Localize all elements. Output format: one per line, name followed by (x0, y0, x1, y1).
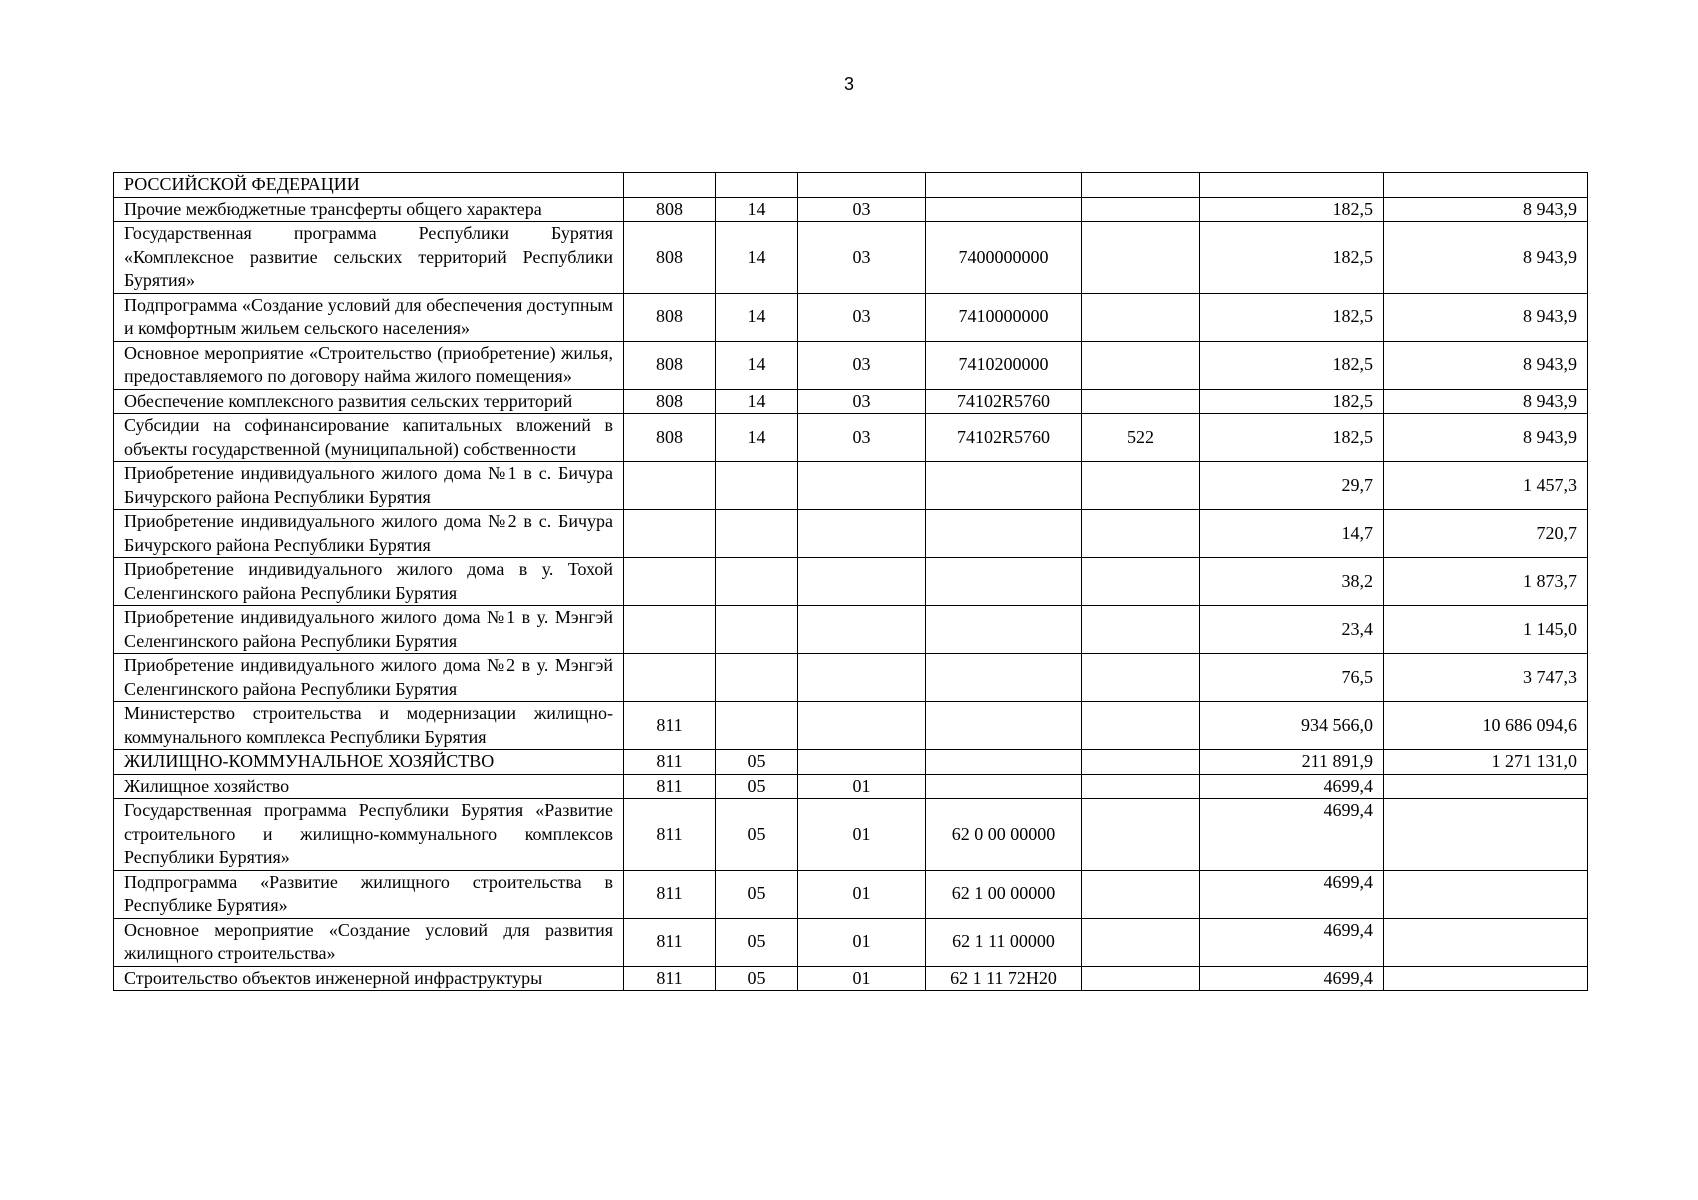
row-csr (926, 606, 1082, 654)
page-number: 3 (843, 74, 854, 94)
table-row (114, 702, 1588, 750)
table-row (114, 750, 1588, 775)
row-csr (926, 750, 1082, 775)
row-vr (1082, 966, 1200, 991)
row-sum2: 8 943,9 (1384, 389, 1588, 414)
row-ved: 811 (624, 750, 716, 775)
row-sum1: 29,7 (1200, 462, 1384, 510)
row-pr: 03 (798, 341, 926, 389)
row-name: Строительство объектов инженерной инфраструктуры (114, 966, 624, 991)
row-sum2: 8 943,9 (1384, 414, 1588, 462)
row-sum1: 4699,4 (1200, 918, 1384, 966)
row-ved (624, 654, 716, 702)
table-row (114, 510, 1588, 558)
row-csr: 74102R5760 (926, 414, 1082, 462)
row-sum1: 4699,4 (1200, 799, 1384, 871)
row-pr: 03 (798, 389, 926, 414)
table-row (114, 606, 1588, 654)
row-sum1: 182,5 (1200, 389, 1384, 414)
row-vr (1082, 462, 1200, 510)
row-vr (1082, 606, 1200, 654)
row-rz (716, 654, 798, 702)
row-ved: 811 (624, 966, 716, 991)
row-ved (624, 462, 716, 510)
row-vr (1082, 197, 1200, 222)
row-csr (926, 173, 1082, 198)
row-vr (1082, 799, 1200, 871)
row-name: Приобретение индивидуального жилого дома в у. Тохой Селенгинского района Республики Бурятия (114, 558, 624, 606)
row-csr (926, 702, 1082, 750)
row-sum1: 182,5 (1200, 197, 1384, 222)
row-csr (926, 558, 1082, 606)
row-pr (798, 173, 926, 198)
row-ved: 811 (624, 799, 716, 871)
row-vr (1082, 654, 1200, 702)
table-row (114, 870, 1588, 918)
row-csr: 62 1 00 00000 (926, 870, 1082, 918)
row-name: Государственная программа Республики Бурятия «Развитие строительного и жилищно-коммунального комплексов Республики Бурятия» (114, 799, 624, 871)
row-ved: 811 (624, 870, 716, 918)
row-name: Обеспечение комплексного развития сельских территорий (114, 389, 624, 414)
row-sum2: 1 271 131,0 (1384, 750, 1588, 775)
row-sum1: 4699,4 (1200, 774, 1384, 799)
row-pr (798, 702, 926, 750)
row-pr (798, 462, 926, 510)
row-name: Приобретение индивидуального жилого дома №2 в с. Бичура Бичурского района Республики Бурятия (114, 510, 624, 558)
row-vr (1082, 222, 1200, 294)
row-sum2 (1384, 918, 1588, 966)
row-ved: 808 (624, 414, 716, 462)
row-name: Субсидии на софинансирование капитальных вложений в объекты государственной (муниципальной) собственности (114, 414, 624, 462)
row-sum2: 8 943,9 (1384, 197, 1588, 222)
row-rz (716, 462, 798, 510)
row-name: Основное мероприятие «Строительство (приобретение) жилья, предоставляемого по договору найма жилого помещения» (114, 341, 624, 389)
row-sum2: 10 686 094,6 (1384, 702, 1588, 750)
row-vr (1082, 702, 1200, 750)
row-rz: 05 (716, 774, 798, 799)
row-sum2 (1384, 799, 1588, 871)
row-sum1: 4699,4 (1200, 870, 1384, 918)
row-vr (1082, 173, 1200, 198)
row-csr (926, 774, 1082, 799)
table-row (114, 222, 1588, 294)
row-sum1: 182,5 (1200, 222, 1384, 294)
row-pr: 03 (798, 197, 926, 222)
row-sum1: 76,5 (1200, 654, 1384, 702)
row-sum2: 1 873,7 (1384, 558, 1588, 606)
row-pr (798, 510, 926, 558)
row-vr (1082, 870, 1200, 918)
row-vr (1082, 293, 1200, 341)
row-ved: 811 (624, 702, 716, 750)
row-ved (624, 558, 716, 606)
table-row (114, 414, 1588, 462)
row-pr: 01 (798, 774, 926, 799)
row-sum2: 8 943,9 (1384, 222, 1588, 294)
row-csr (926, 462, 1082, 510)
row-sum2 (1384, 173, 1588, 198)
row-vr (1082, 510, 1200, 558)
table-row (114, 966, 1588, 991)
row-rz (716, 173, 798, 198)
table-row (114, 918, 1588, 966)
row-csr: 62 1 11 00000 (926, 918, 1082, 966)
row-pr: 01 (798, 966, 926, 991)
row-name: Подпрограмма «Развитие жилищного строительства в Республике Бурятия» (114, 870, 624, 918)
row-name: Приобретение индивидуального жилого дома №2 в у. Мэнгэй Селенгинского района Республики Бурятия (114, 654, 624, 702)
row-rz: 05 (716, 870, 798, 918)
row-sum1: 4699,4 (1200, 966, 1384, 991)
row-pr: 01 (798, 918, 926, 966)
row-sum2: 8 943,9 (1384, 293, 1588, 341)
row-pr (798, 558, 926, 606)
row-sum2: 8 943,9 (1384, 341, 1588, 389)
row-vr (1082, 341, 1200, 389)
table-row (114, 654, 1588, 702)
row-sum1: 211 891,9 (1200, 750, 1384, 775)
row-rz: 05 (716, 966, 798, 991)
row-vr (1082, 918, 1200, 966)
row-pr: 03 (798, 222, 926, 294)
row-ved: 808 (624, 389, 716, 414)
row-sum2: 720,7 (1384, 510, 1588, 558)
row-ved: 808 (624, 341, 716, 389)
row-rz (716, 702, 798, 750)
row-csr: 62 1 11 72Н20 (926, 966, 1082, 991)
table-row (114, 462, 1588, 510)
row-name: Министерство строительства и модернизации жилищно-коммунального комплекса Республики Бурятия (114, 702, 624, 750)
row-name: Государственная программа Республики Бурятия «Комплексное развитие сельских территорий Республики Бурятия» (114, 222, 624, 294)
row-csr: 74102R5760 (926, 389, 1082, 414)
row-csr: 62 0 00 00000 (926, 799, 1082, 871)
row-rz: 05 (716, 918, 798, 966)
row-sum1: 14,7 (1200, 510, 1384, 558)
table-row (114, 293, 1588, 341)
row-sum2: 1 457,3 (1384, 462, 1588, 510)
row-rz: 14 (716, 293, 798, 341)
row-rz: 14 (716, 389, 798, 414)
row-name: Приобретение индивидуального жилого дома №1 в с. Бичура Бичурского района Республики Бурятия (114, 462, 624, 510)
row-ved: 808 (624, 197, 716, 222)
table-row (114, 197, 1588, 222)
row-name: Жилищное хозяйство (114, 774, 624, 799)
row-sum2: 1 145,0 (1384, 606, 1588, 654)
table-row (114, 341, 1588, 389)
row-pr (798, 750, 926, 775)
row-rz: 05 (716, 750, 798, 775)
row-name: Подпрограмма «Создание условий для обеспечения доступным и комфортным жильем сельского населения» (114, 293, 624, 341)
row-ved (624, 510, 716, 558)
row-rz: 14 (716, 341, 798, 389)
row-ved: 811 (624, 774, 716, 799)
budget-table-body (114, 173, 1588, 991)
row-rz (716, 558, 798, 606)
row-pr (798, 606, 926, 654)
row-sum2 (1384, 870, 1588, 918)
row-vr: 522 (1082, 414, 1200, 462)
row-vr (1082, 774, 1200, 799)
table-row (114, 173, 1588, 198)
row-sum2 (1384, 966, 1588, 991)
row-sum1: 23,4 (1200, 606, 1384, 654)
row-rz (716, 606, 798, 654)
budget-table (113, 172, 1588, 991)
row-ved: 808 (624, 222, 716, 294)
row-pr (798, 654, 926, 702)
row-sum1: 934 566,0 (1200, 702, 1384, 750)
row-ved: 811 (624, 918, 716, 966)
row-pr: 03 (798, 414, 926, 462)
row-name: Приобретение индивидуального жилого дома №1 в у. Мэнгэй Селенгинского района Республики Бурятия (114, 606, 624, 654)
table-row (114, 774, 1588, 799)
row-name: РОССИЙСКОЙ ФЕДЕРАЦИИ (114, 173, 624, 198)
row-csr (926, 197, 1082, 222)
row-pr: 01 (798, 870, 926, 918)
row-csr (926, 654, 1082, 702)
row-name: Прочие межбюджетные трансферты общего характера (114, 197, 624, 222)
row-sum2 (1384, 774, 1588, 799)
row-vr (1082, 558, 1200, 606)
row-sum1: 182,5 (1200, 414, 1384, 462)
row-sum1 (1200, 173, 1384, 198)
row-csr: 7410200000 (926, 341, 1082, 389)
row-sum2: 3 747,3 (1384, 654, 1588, 702)
row-sum1: 182,5 (1200, 293, 1384, 341)
row-csr (926, 510, 1082, 558)
row-csr: 7400000000 (926, 222, 1082, 294)
row-sum1: 38,2 (1200, 558, 1384, 606)
row-rz: 14 (716, 414, 798, 462)
table-row (114, 389, 1588, 414)
row-name: ЖИЛИЩНО-КОММУНАЛЬНОЕ ХОЗЯЙСТВО (114, 750, 624, 775)
row-ved (624, 173, 716, 198)
row-vr (1082, 750, 1200, 775)
row-csr: 7410000000 (926, 293, 1082, 341)
row-rz (716, 510, 798, 558)
row-vr (1082, 389, 1200, 414)
table-row (114, 558, 1588, 606)
row-rz: 14 (716, 197, 798, 222)
row-name: Основное мероприятие «Создание условий для развития жилищного строительства» (114, 918, 624, 966)
row-ved: 808 (624, 293, 716, 341)
table-row (114, 799, 1588, 871)
row-sum1: 182,5 (1200, 341, 1384, 389)
row-rz: 14 (716, 222, 798, 294)
row-ved (624, 606, 716, 654)
row-rz: 05 (716, 799, 798, 871)
row-pr: 03 (798, 293, 926, 341)
row-pr: 01 (798, 799, 926, 871)
